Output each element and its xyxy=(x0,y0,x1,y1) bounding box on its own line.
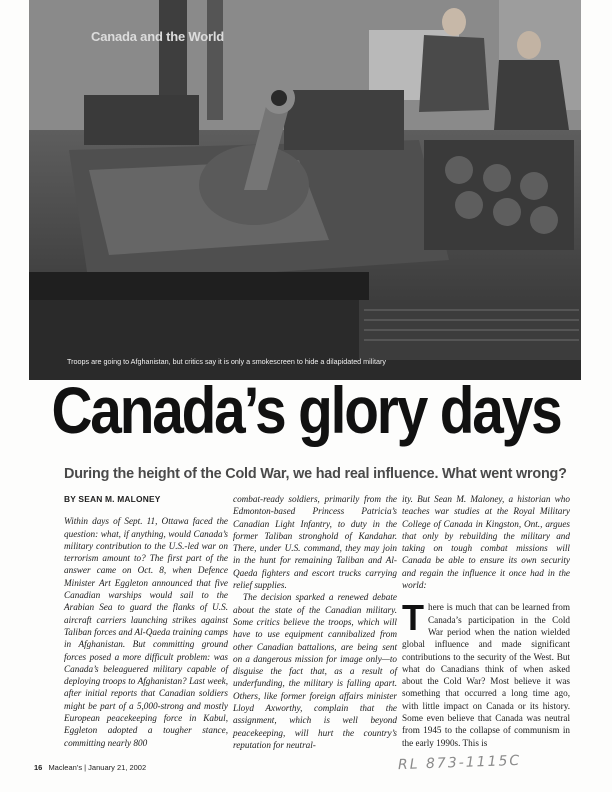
page-footer xyxy=(34,763,146,772)
intro-paragraph-3: The decision sparked a renewed debate about the state of the Canadian military. Some critics believe the troops, which will have to use equipment cannibalized from other Canadian battalions, are being sent on a dangerous mission for image only—to disguise the fact that, as a result of underfunding, the military is falling apart. Others, like former foreign affairs minister Lloyd Axworthy, complain that the assignment, which is well beyond peacekeeping, will hurt the country’s reputation for neutral- xyxy=(233,592,397,750)
page-number: 16 xyxy=(34,763,43,772)
article-photo xyxy=(29,0,581,380)
tank-workshop-illustration xyxy=(29,0,581,380)
handwritten-note: RL 873-1115C xyxy=(397,752,522,774)
article-column-3 xyxy=(402,493,570,749)
publication-info: Maclean’s | January 21, 2002 xyxy=(48,763,147,772)
deck-subhead: During the height of the Cold War, we had real influence. What went wrong? xyxy=(64,466,567,482)
section-label: Canada and the World xyxy=(91,29,224,44)
intro-paragraph-1: Within days of Sept. 11, Ottawa faced the question: what, if anything, would Canada’s military contribution to the U.S.-led war on terrorism amount to? The first part of the answer came on Oct. 8, when Defence Minister Art Eggleton announced that five Canadian warships would sail to the Arabian Sea to guard the flanks of U.S. aircraft carriers launching strikes against Taliban forces and Al-Qaeda training camps in Afghanistan. But committing ground forces posed a more difficult problem: was Canada’s beleaguered military capable of deploying troops to Afghanistan? Last week, after initial reports that Canadian soldiers might be part of a 5,000-strong and mostly European peacekeeping force in Kabul, Eggleton adopted a tougher stance, committing nearly 800 xyxy=(64,516,228,748)
article-column-2 xyxy=(233,493,397,751)
photo-caption: Troops are going to Afghanistan, but critics say it is only a smokescreen to hide a dilapidated military xyxy=(67,357,386,366)
article-column-1 xyxy=(64,493,228,749)
drop-cap: T xyxy=(402,597,424,639)
byline: BY SEAN M. MALONEY xyxy=(64,494,161,504)
intro-paragraph-2: combat-ready soldiers, primarily from the Edmonton-based Princess Patricia’s Canadian Light Infantry, to duty in the former Taliban stronghold of Kandahar. There, under U.S. command, they may join in the hunt for remaining Taliban and Al-Qaeda fighters and escort trucks carrying relief supplies. xyxy=(233,494,397,591)
headline: Canada’s glory days xyxy=(51,373,561,447)
intro-paragraph-4: ity. But Sean M. Maloney, a historian who teaches war studies at the Royal Military College of Canada in Kingston, Ont., argues that only by rebuilding the military and taking on tough combat missions will Canada be able to ensure its own security and regain the influence it once had in the world: xyxy=(402,494,570,591)
body-paragraph-1 xyxy=(402,597,570,749)
body-text: here is much that can be learned from Canada’s participation in the Cold War period when the nation wielded global influence and made significant contributions to the security of the West. But what do Canadians think of when asked about the Cold War? Most believe it was something that occurred a long time ago, with little impact on Canada or its history. Some even believe that Canada was neutral from 1945 to the collapse of communism in the early 1990s. This is xyxy=(402,602,570,748)
